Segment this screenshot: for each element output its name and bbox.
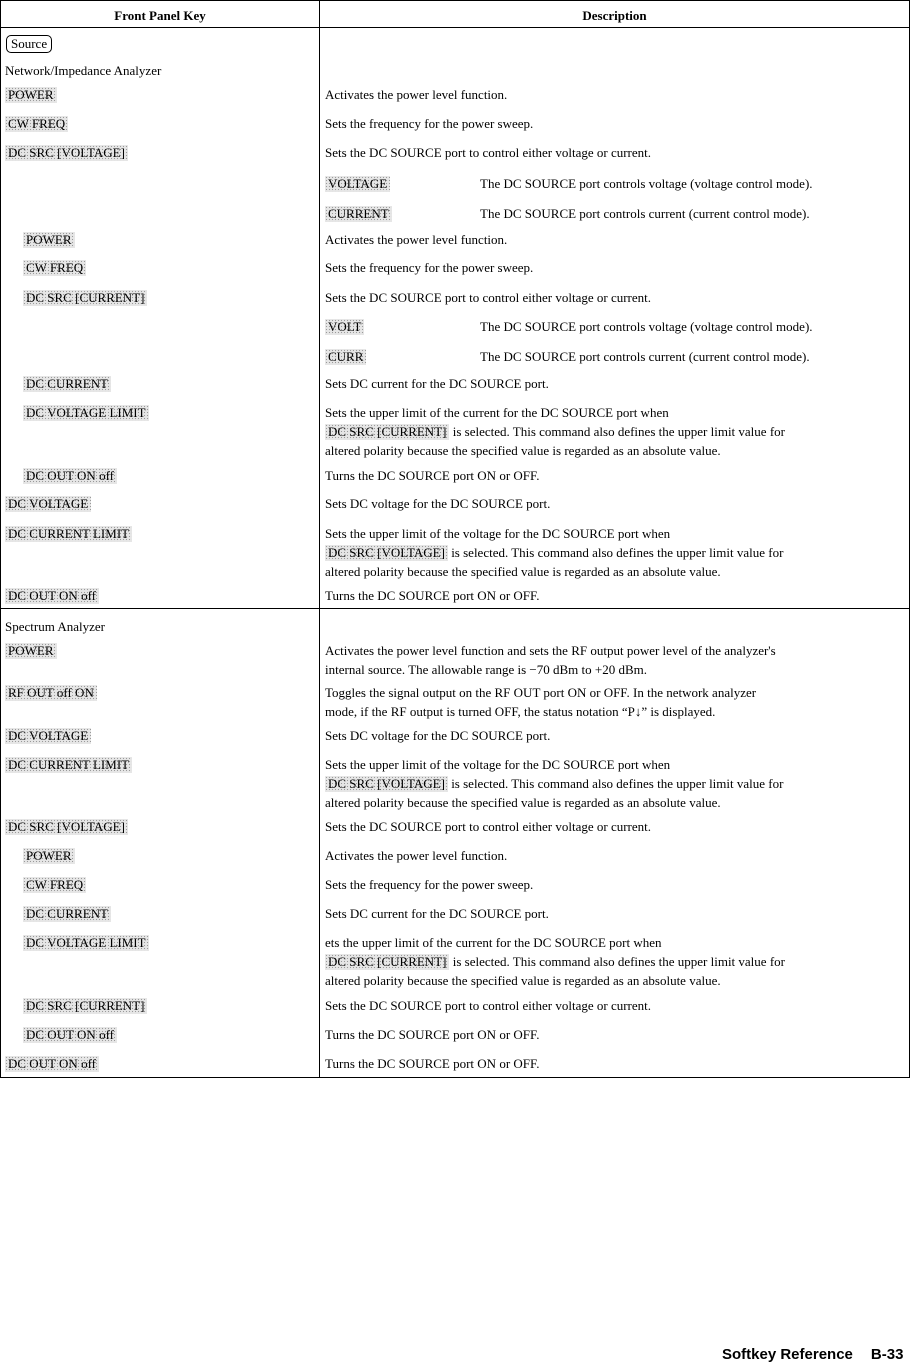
softkey-dc-voltage-limit[interactable]: DC VOLTAGE LIMIT bbox=[23, 935, 149, 951]
page-number: B-33 bbox=[870, 1346, 904, 1363]
row-description: Activates the power level function. bbox=[325, 232, 508, 247]
softkey-dc-src-voltage[interactable]: DC SRC [VOLTAGE] bbox=[5, 145, 128, 161]
row-description: The DC SOURCE port controls current (current control mode). bbox=[480, 206, 810, 221]
softkey-dc-voltage[interactable]: DC VOLTAGE bbox=[5, 496, 91, 512]
row-description bbox=[325, 524, 909, 581]
softkey-power[interactable]: POWER bbox=[23, 232, 75, 248]
row-description bbox=[325, 641, 909, 679]
section-divider bbox=[1, 608, 909, 609]
softkey-dc-src-current[interactable]: DC SRC [CURRENT] bbox=[23, 290, 147, 306]
softkey-power[interactable]: POWER bbox=[5, 643, 57, 659]
softkey-power[interactable]: POWER bbox=[23, 848, 75, 864]
page-footer bbox=[722, 1346, 903, 1363]
softkey-dc-out-on-off[interactable]: DC OUT ON off bbox=[23, 468, 117, 484]
table-header bbox=[1, 1, 909, 28]
section-title-network: Network/Impedance Analyzer bbox=[5, 63, 162, 78]
softkey-dc-voltage-limit[interactable]: DC VOLTAGE LIMIT bbox=[23, 405, 149, 421]
row-description: Sets the frequency for the power sweep. bbox=[325, 116, 534, 131]
softkey-cw-freq[interactable]: CW FREQ bbox=[23, 877, 86, 893]
softkey-cw-freq[interactable]: CW FREQ bbox=[23, 260, 86, 276]
inline-softkey-dc-src-current: DC SRC [CURRENT] bbox=[325, 424, 449, 440]
inline-softkey-dc-src-voltage: DC SRC [VOLTAGE] bbox=[325, 776, 448, 792]
column-divider bbox=[319, 1, 320, 1077]
row-description: Sets DC voltage for the DC SOURCE port. bbox=[325, 496, 551, 511]
row-description: Sets the DC SOURCE port to control either voltage or current. bbox=[325, 819, 652, 834]
row-description: The DC SOURCE port controls voltage (voltage control mode). bbox=[480, 176, 813, 191]
softkey-dc-current[interactable]: DC CURRENT bbox=[23, 376, 111, 392]
row-description: Sets the DC SOURCE port to control either voltage or current. bbox=[325, 145, 652, 160]
softkey-current[interactable]: CURRENT bbox=[325, 206, 392, 222]
section-title-spectrum: Spectrum Analyzer bbox=[5, 619, 105, 634]
description-line: altered polarity because the specified value is regarded as an absolute value. bbox=[325, 973, 721, 988]
softkey-dc-src-voltage[interactable]: DC SRC [VOLTAGE] bbox=[5, 819, 128, 835]
softkey-voltage[interactable]: VOLTAGE bbox=[325, 176, 390, 192]
row-description: Activates the power level function. bbox=[325, 87, 508, 102]
row-description: Sets DC voltage for the DC SOURCE port. bbox=[325, 728, 551, 743]
softkey-dc-current-limit[interactable]: DC CURRENT LIMIT bbox=[5, 526, 132, 542]
row-description bbox=[325, 755, 909, 812]
header-key: Front Panel Key bbox=[114, 8, 206, 23]
softkey-dc-out-on-off[interactable]: DC OUT ON off bbox=[5, 588, 99, 604]
row-description: Sets the frequency for the power sweep. bbox=[325, 877, 534, 892]
description-line: altered polarity because the specified value is regarded as an absolute value. bbox=[325, 443, 721, 458]
header-description: Description bbox=[582, 8, 647, 23]
row-description: Activates the power level function. bbox=[325, 848, 508, 863]
description-line: mode, if the RF output is turned OFF, the status notation “P↓” is displayed. bbox=[325, 704, 716, 719]
row-description: The DC SOURCE port controls current (current control mode). bbox=[480, 349, 810, 364]
softkey-dc-current-limit[interactable]: DC CURRENT LIMIT bbox=[5, 757, 132, 773]
source-hardkey[interactable]: Source bbox=[6, 35, 52, 53]
description-line: Sets the upper limit of the voltage for the DC SOURCE port when bbox=[325, 526, 671, 541]
inline-softkey-dc-src-voltage: DC SRC [VOLTAGE] bbox=[325, 545, 448, 561]
row-description: The DC SOURCE port controls voltage (voltage control mode). bbox=[480, 319, 813, 334]
footer-title: Softkey Reference bbox=[722, 1346, 853, 1363]
description-line: is selected. This command also defines the upper limit value for bbox=[449, 424, 785, 439]
description-line: altered polarity because the specified value is regarded as an absolute value. bbox=[325, 795, 721, 810]
row-description: Turns the DC SOURCE port ON or OFF. bbox=[325, 1056, 540, 1071]
softkey-volt[interactable]: VOLT bbox=[325, 319, 364, 335]
row-description: Turns the DC SOURCE port ON or OFF. bbox=[325, 468, 540, 483]
description-line: is selected. This command also defines the upper limit value for bbox=[449, 954, 785, 969]
description-line: Sets the upper limit of the current for the DC SOURCE port when bbox=[325, 405, 669, 420]
row-description: Turns the DC SOURCE port ON or OFF. bbox=[325, 588, 540, 603]
softkey-dc-src-current[interactable]: DC SRC [CURRENT] bbox=[23, 998, 147, 1014]
row-description bbox=[325, 683, 909, 721]
softkey-dc-out-on-off[interactable]: DC OUT ON off bbox=[23, 1027, 117, 1043]
row-description bbox=[325, 403, 909, 460]
description-line: internal source. The allowable range is −70 dBm to +20 dBm. bbox=[325, 662, 648, 677]
description-line: altered polarity because the specified value is regarded as an absolute value. bbox=[325, 564, 721, 579]
row-description: Sets DC current for the DC SOURCE port. bbox=[325, 906, 549, 921]
softkey-dc-out-on-off[interactable]: DC OUT ON off bbox=[5, 1056, 99, 1072]
softkey-cw-freq[interactable]: CW FREQ bbox=[5, 116, 68, 132]
description-line: is selected. This command also defines the upper limit value for bbox=[447, 776, 784, 791]
row-description: Sets the DC SOURCE port to control either voltage or current. bbox=[325, 290, 652, 305]
softkey-power[interactable]: POWER bbox=[5, 87, 57, 103]
description-line: is selected. This command also defines the upper limit value for bbox=[447, 545, 784, 560]
softkey-curr[interactable]: CURR bbox=[325, 349, 366, 365]
description-line: ets the upper limit of the current for the DC SOURCE port when bbox=[325, 935, 662, 950]
softkey-dc-voltage[interactable]: DC VOLTAGE bbox=[5, 728, 91, 744]
description-line: Activates the power level function and sets the RF output power level of the analyzer's bbox=[325, 643, 776, 658]
row-description: Sets the DC SOURCE port to control either voltage or current. bbox=[325, 998, 652, 1013]
inline-softkey-dc-src-current: DC SRC [CURRENT] bbox=[325, 954, 449, 970]
description-line: Sets the upper limit of the voltage for the DC SOURCE port when bbox=[325, 757, 671, 772]
row-description: Sets the frequency for the power sweep. bbox=[325, 260, 534, 275]
description-line: Toggles the signal output on the RF OUT port ON or OFF. In the network analyzer bbox=[325, 685, 757, 700]
row-description bbox=[325, 933, 909, 990]
softkey-dc-current[interactable]: DC CURRENT bbox=[23, 906, 111, 922]
row-description: Turns the DC SOURCE port ON or OFF. bbox=[325, 1027, 540, 1042]
row-description: Sets DC current for the DC SOURCE port. bbox=[325, 376, 549, 391]
softkey-rf-out-off-on[interactable]: RF OUT off ON bbox=[5, 685, 97, 701]
